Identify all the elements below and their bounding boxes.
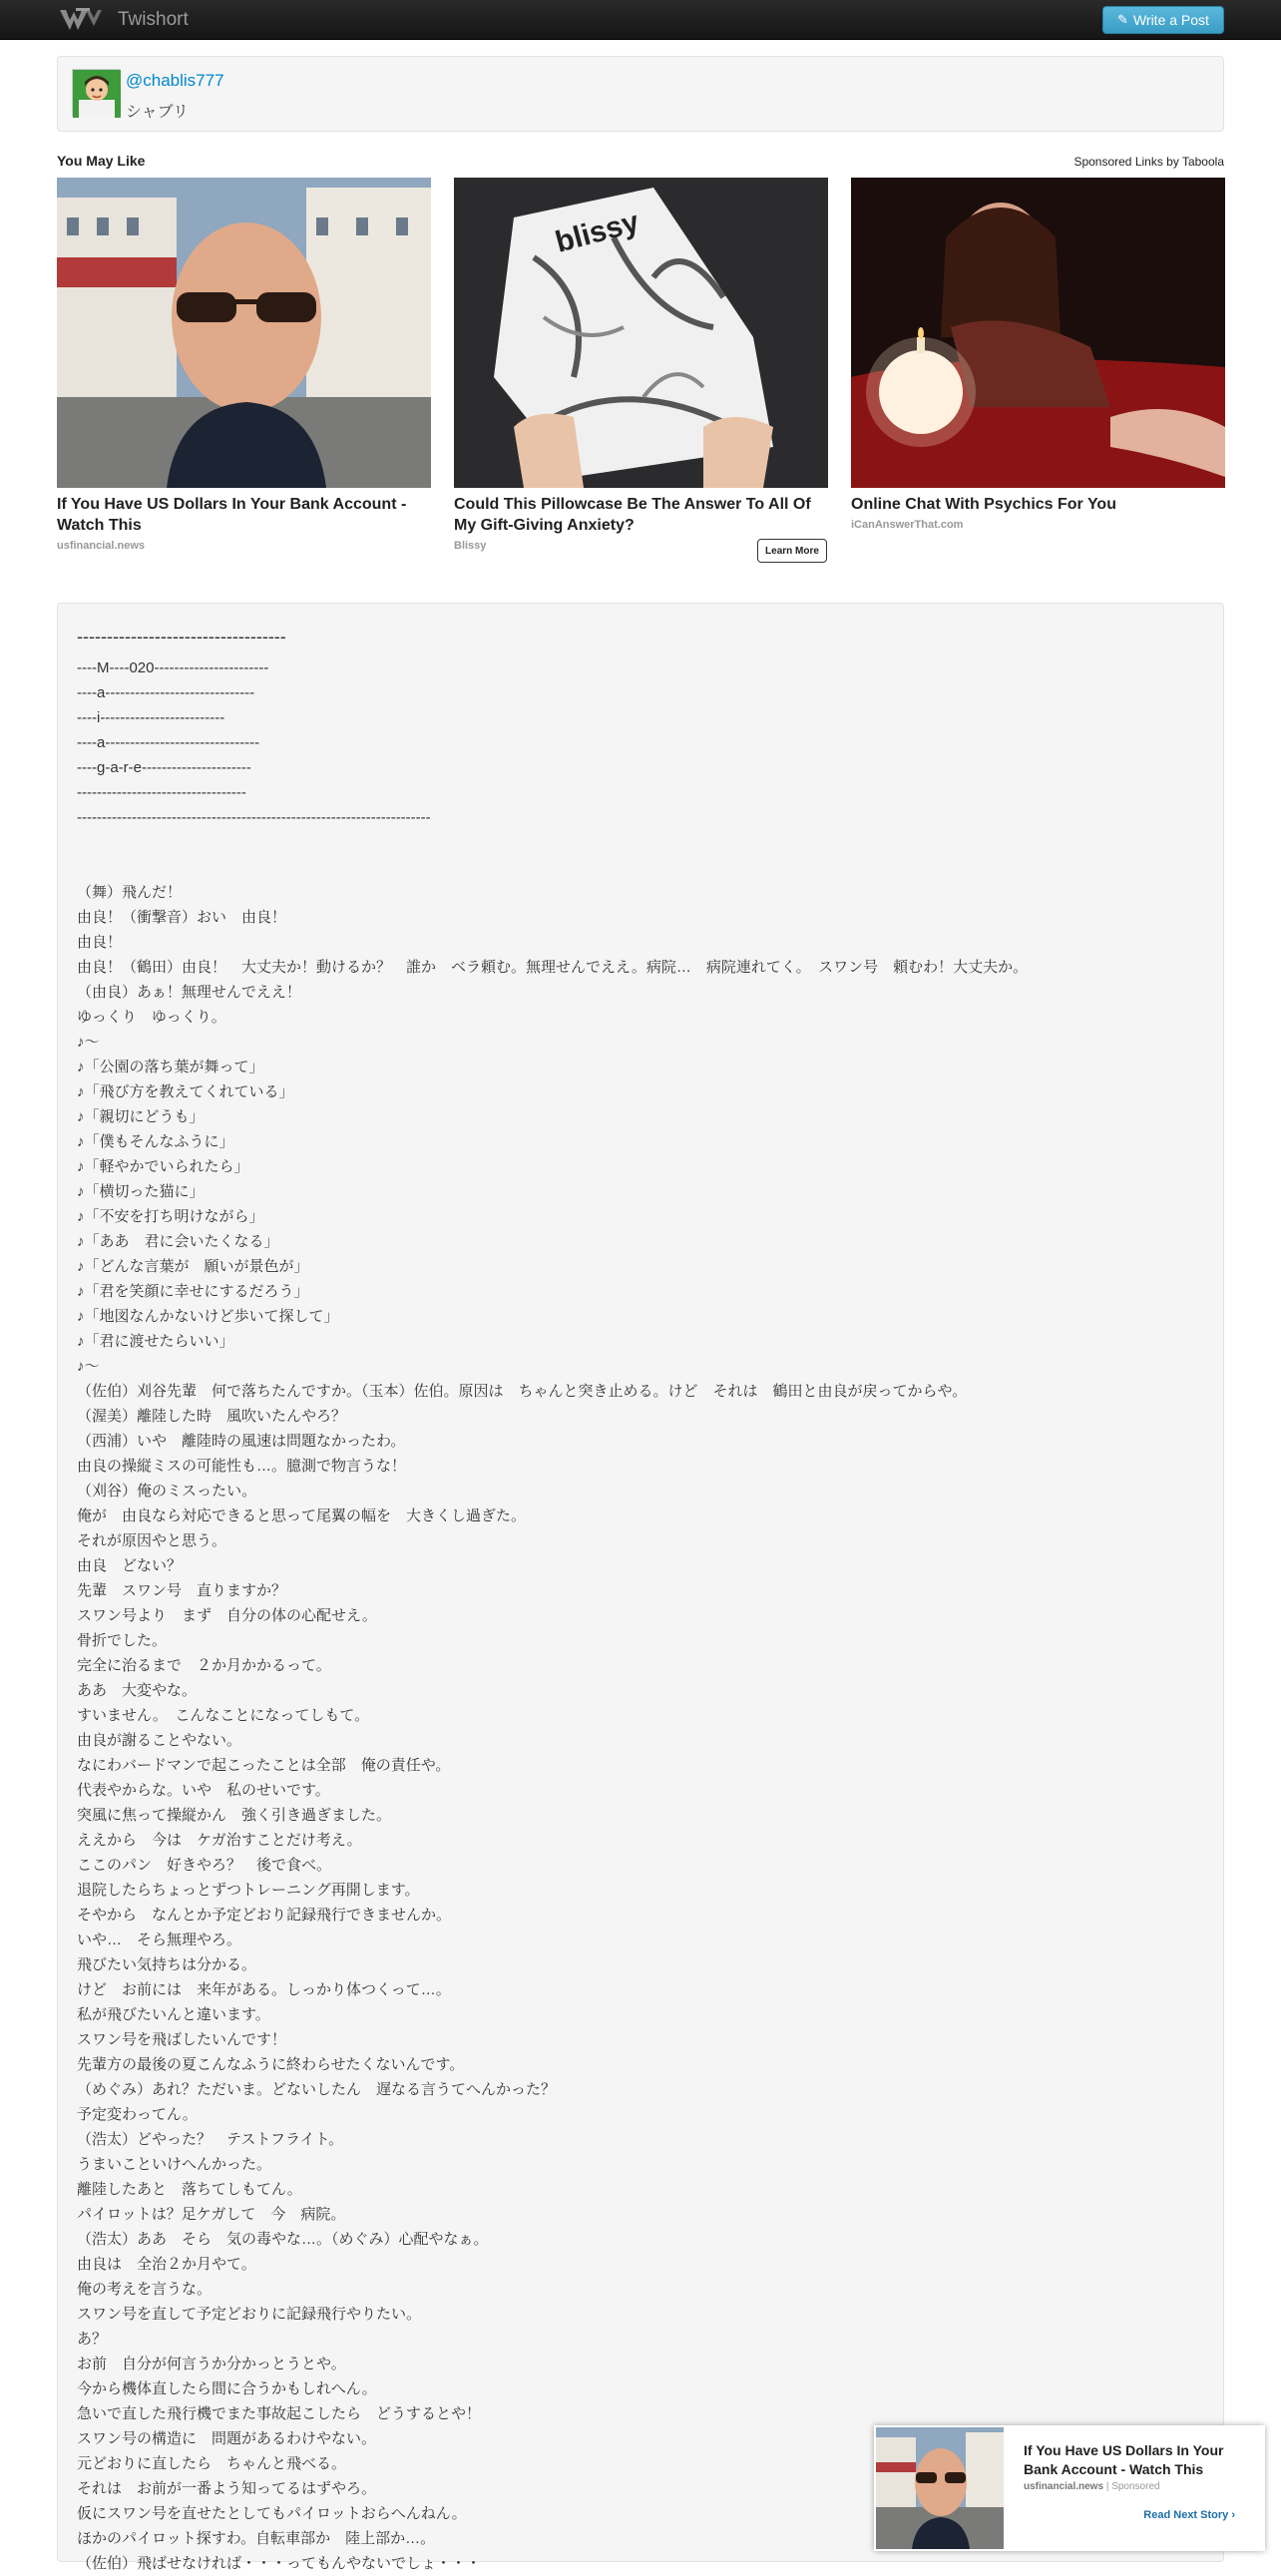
post-line: 骨折でした。: [77, 1632, 168, 1649]
ad-card-2[interactable]: [454, 178, 828, 552]
post-divider-line: -----------------------------------: [77, 627, 286, 646]
post-divider-line: ----M----020-----------------------: [77, 659, 269, 676]
post-line: 由良！（鶴田）由良！ 大丈夫か！動けるか？ 誰か ベラ頼む。無理せんでええ。病院… 病院連れてく。 スワン号 頼むわ！大丈夫か。: [77, 959, 1029, 976]
post-line: スワン号を飛ばしたいんです！: [77, 2031, 287, 2048]
post-line: お前 自分が何言うか分かっとうとや。: [77, 2356, 346, 2372]
post-line: 私が飛びたいんと違います。: [77, 2006, 270, 2023]
post-divider-line: ----------------------------------: [77, 784, 246, 801]
ad-title-1: If You Have US Dollars In Your Bank Account - Watch This: [57, 496, 407, 534]
post-spacer: [77, 855, 1028, 880]
post-line: あ？: [77, 2331, 108, 2348]
post-line: 急いで直した飛行機でまた事故起こしたら どうするとや！: [77, 2405, 482, 2422]
brand-name: Twishort: [118, 9, 189, 30]
post-line: 完全に治るまで ２か月かかるって。: [77, 1657, 331, 1674]
sticky-ad[interactable]: [874, 2425, 1265, 2551]
post-line: 突風に焦って操縦かん 強く引き過ぎました。: [77, 1807, 392, 1824]
post-line: いや… そら無理やろ。: [77, 1932, 242, 1948]
write-post-label: Write a Post: [1132, 12, 1209, 28]
brand-link[interactable]: [58, 6, 189, 34]
user-display-name: シャブリ: [126, 104, 190, 121]
post-divider-line: ----g-a-r-e----------------------: [77, 759, 251, 776]
sticky-ad-image: [876, 2427, 1004, 2549]
post-line: ああ 大変やな。: [77, 1682, 198, 1699]
post-spacer: [77, 830, 1028, 855]
post-line: それは お前が一番よう知ってるはずやろ。: [77, 2480, 377, 2497]
navbar: [0, 0, 1281, 40]
ad-source-3: iCanAnswerThat.com: [851, 519, 964, 531]
post-text: [77, 622, 1028, 2576]
post-line: ♪～: [77, 1034, 100, 1051]
ad-title-3: Online Chat With Psychics For You: [851, 496, 1116, 513]
post-line: （浩太）どやった？ テストフライト。: [77, 2131, 344, 2148]
post-line: ♪「僕もそんなふうに」: [77, 1133, 234, 1150]
post-line: 元どおりに直したら ちゃんと飛べる。: [77, 2455, 347, 2472]
post-line: パイロットは？足ケガして 今 病院。: [77, 2206, 346, 2223]
post-line: （浩太）ああ そら 気の毒やな…。（めぐみ）心配やなぁ。: [77, 2231, 489, 2248]
post-divider-line: ----a------------------------------: [77, 684, 255, 701]
ad-image-1: [57, 178, 431, 488]
post-line: 由良！: [77, 934, 123, 951]
post-line: ほかのパイロット探すわ。自転車部か 陸上部か…。: [77, 2530, 436, 2547]
post-line: そやから なんとか予定どおり記録飛行できませんか。: [77, 1907, 452, 1924]
post-line: ♪～: [77, 1358, 100, 1375]
avatar[interactable]: [72, 69, 120, 117]
post-line: 先輩方の最後の夏こんなふうに終わらせたくないんです。: [77, 2056, 465, 2073]
post-line: すいません。 こんなことになってしもて。: [77, 1707, 370, 1724]
post-line: けど お前には 来年がある。しっかり体つくって…。: [77, 1981, 451, 1998]
user-card: [57, 56, 1224, 132]
post-line: （佐伯）刈谷先輩 何で落ちたんですか。（玉本）佐伯。原因は ちゃんと突き止める。けど それは 鶴田と由良が戻ってからや。: [77, 1383, 968, 1400]
avatar-image: [73, 70, 121, 118]
ad-source-2: Blissy: [454, 540, 487, 552]
post-line: （西浦）いや 離陸時の風速は問題なかったわ。: [77, 1433, 406, 1450]
sponsored-links-label[interactable]: Sponsored Links by Taboola: [1073, 155, 1224, 169]
post-line: 由良！（衝撃音）おい 由良！: [77, 909, 287, 926]
post-line: 先輩 スワン号 直りますか？: [77, 1582, 287, 1599]
write-post-button[interactable]: [1102, 6, 1224, 34]
read-next-story-link[interactable]: Read Next Story ›: [1143, 2509, 1235, 2521]
post-body: [57, 603, 1224, 2572]
post-line: ♪「ああ 君に会いたくなる」: [77, 1233, 279, 1250]
ad-image-3: [851, 178, 1225, 488]
post-line: 仮にスワン号を直せたとしてもパイロットおらへんねん。: [77, 2505, 467, 2522]
ad-card-1[interactable]: [57, 178, 431, 552]
post-line: （佐伯）飛ばせなければ・・・ってもんやないでしょ・・・: [77, 2555, 482, 2572]
post-line: ♪「どんな言葉が 願いが景色が」: [77, 1258, 309, 1275]
post-line: 今から機体直したら間に合うかもしれへん。: [77, 2380, 377, 2397]
post-line: それが原因やと思う。: [77, 1532, 227, 1549]
sticky-ad-source: usfinancial.news | Sponsored: [1024, 2481, 1160, 2492]
ad-image-2: [454, 178, 828, 488]
sticky-ad-title: If You Have US Dollars In Your Bank Account - Watch This: [1024, 2442, 1224, 2477]
post-line: 予定変わってん。: [77, 2106, 198, 2123]
post-line: 俺が 由良なら対応できると思って尾翼の幅を 大きくし過ぎた。: [77, 1507, 527, 1524]
post-line: （舞）飛んだ！: [77, 884, 183, 901]
post-line: なにわバードマンで起こったことは全部 俺の責任や。: [77, 1757, 451, 1774]
post-line: ♪「君に渡せたらいい」: [77, 1333, 234, 1350]
post-line: 代表やからな。いや 私のせいです。: [77, 1782, 330, 1799]
post-line: 由良 どない？: [77, 1557, 183, 1574]
ad-title-2: Could This Pillowcase Be The Answer To All Of My Gift-Giving Anxiety?: [454, 496, 811, 534]
post-line: ♪「地図なんかないけど歩いて探して」: [77, 1308, 339, 1325]
learn-more-button[interactable]: Learn More: [757, 539, 827, 563]
post-line: ♪「横切った猫に」: [77, 1183, 205, 1200]
post-line: うまいこといけへんかった。: [77, 2156, 272, 2173]
post-line: ええから 今は ケガ治すことだけ考え。: [77, 1832, 362, 1849]
post-line: 由良が謝ることやない。: [77, 1732, 242, 1749]
post-line: （めぐみ）あれ？ただいま。どないしたん 遅なる言うてへんかった？: [77, 2081, 557, 2098]
post-line: 退院したらちょっとずつトレーニング再開します。: [77, 1882, 420, 1899]
post-line: ゆっくり ゆっくり。: [77, 1009, 226, 1026]
post-line: ♪「飛び方を教えてくれている」: [77, 1083, 294, 1100]
post-line: ♪「親切にどうも」: [77, 1108, 205, 1125]
post-line: 離陸したあと 落ちてしもてん。: [77, 2181, 302, 2198]
post-divider-line: -----------------------------------------------------------------------: [77, 809, 431, 826]
twishort-logo-icon: [58, 6, 106, 34]
post-line: スワン号より まず 自分の体の心配せえ。: [77, 1607, 377, 1624]
ad-card-3[interactable]: [851, 178, 1225, 531]
edit-icon: ✎: [1117, 12, 1128, 27]
svg-text:blissy: blissy: [552, 205, 642, 259]
post-line: 由良の操縦ミスの可能性も…。臆測で物言うな！: [77, 1458, 407, 1475]
post-line: ♪「軽やかでいられたら」: [77, 1158, 249, 1175]
post-line: ♪「君を笑顔に幸せにするだろう」: [77, 1283, 309, 1300]
post-line: ♪「不安を打ち明けながら」: [77, 1208, 264, 1225]
post-line: 俺の考えを言うな。: [77, 2281, 213, 2298]
post-line: スワン号を直して予定どおりに記録飛行やりたい。: [77, 2306, 422, 2323]
post-line: （刈谷）俺のミスったい。: [77, 1483, 257, 1500]
post-line: スワン号の構造に 問題があるわけやない。: [77, 2430, 377, 2447]
you-may-like-heading: You May Like: [57, 153, 146, 169]
post-line: （由良）あぁ！無理せんでええ！: [77, 984, 301, 1001]
post-line: 飛びたい気持ちは分かる。: [77, 1956, 257, 1973]
post-divider-line: ----a-------------------------------: [77, 734, 260, 751]
username-link[interactable]: @chablis777: [126, 71, 224, 90]
post-line: 由良は 全治２か月やて。: [77, 2256, 256, 2273]
post-divider-line: ----i-------------------------: [77, 709, 225, 726]
post-line: ♪「公園の落ち葉が舞って」: [77, 1059, 264, 1075]
post-line: ここのパン 好きやろ？ 後で食べ。: [77, 1857, 332, 1874]
ad-source-1: usfinancial.news: [57, 540, 146, 552]
post-line: （渥美）離陸した時 風吹いたんやろ？: [77, 1408, 347, 1425]
